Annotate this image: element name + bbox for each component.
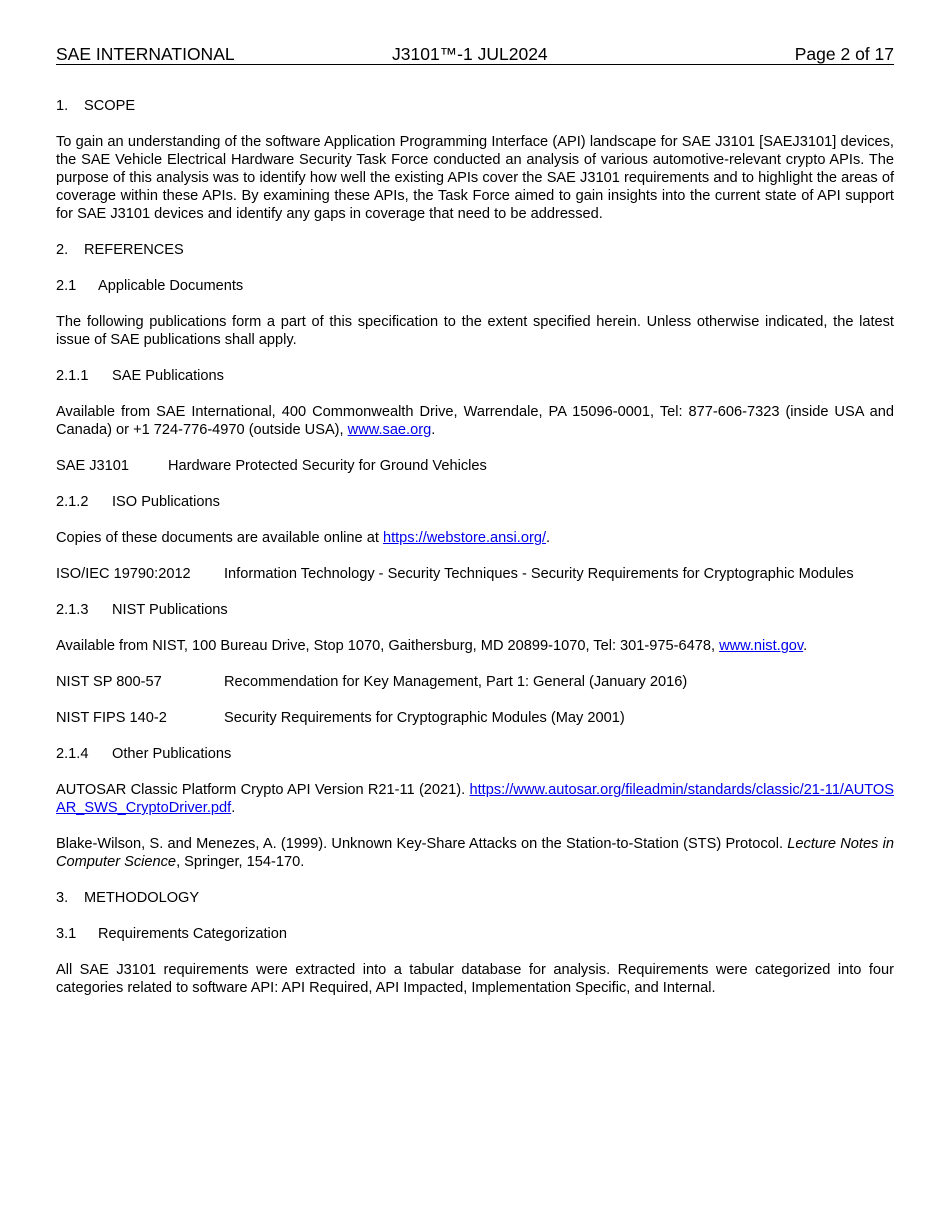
iso-publications-paragraph [56, 529, 894, 547]
punctuation: . [803, 638, 808, 654]
reference-code: ISO/IEC 19790:2012 [56, 566, 191, 582]
blake-citation-text: Blake-Wilson, S. and Menezes, A. (1999). Unknown Key-Share Attacks on the Station-to-Station (STS) Protocol. [56, 836, 788, 852]
section-title: Applicable Documents [98, 278, 244, 294]
reference-entry-nist-fips-140-2 [56, 709, 894, 727]
reference-code: NIST FIPS 140-2 [56, 710, 167, 726]
reference-title: Hardware Protected Security for Ground Vehicles [168, 458, 487, 474]
ansi-webstore-link[interactable]: https://webstore.ansi.org/ [382, 530, 546, 546]
autosar-document-link[interactable]: https://www.autosar.org/fileadmin/standards/classic/21-11/AUTOSAR_SWS_CryptoDriver.pdf [56, 782, 894, 816]
section-title: ISO Publications [112, 494, 220, 510]
section-title: SCOPE [84, 98, 136, 114]
section-number: 2.1.3 [56, 602, 89, 618]
sae-website-link[interactable]: www.sae.org [347, 422, 432, 438]
page-header [56, 44, 894, 65]
reference-title: Security Requirements for Cryptographic Modules (May 2001) [224, 710, 625, 726]
requirements-categorization-paragraph: All SAE J3101 requirements were extracted into a tabular database for analysis. Requirements were categorized into four categories related to software API: API Required, API Impacted, Implementation Specific, and Internal. [56, 962, 894, 996]
sae-availability-text: Available from SAE International, 400 Commonwealth Drive, Warrendale, PA 15096-0001, Tel: 877-606-7323 (inside USA and Canada) or +1 724-776-4970 (outside USA), [56, 404, 894, 438]
sae-publications-paragraph [56, 403, 894, 439]
nist-availability-text: Available from NIST, 100 Bureau Drive, Stop 1070, Gaithersburg, MD 20899-1070, Tel: 301-975-6478, [56, 638, 720, 654]
section-title: REFERENCES [84, 242, 184, 258]
section-number: 1. [56, 98, 69, 114]
journal-title: Lecture Notes in Computer Science [56, 836, 894, 870]
section-title: Requirements Categorization [98, 926, 288, 942]
section-heading-nist-publications [56, 601, 894, 619]
section-heading-references [56, 241, 894, 259]
autosar-citation-text: AUTOSAR Classic Platform Crypto API Version R21-11 (2021). [56, 782, 470, 798]
punctuation: . [431, 422, 436, 438]
section-number: 2.1.1 [56, 368, 89, 384]
page-content [56, 97, 894, 1015]
reference-code: NIST SP 800-57 [56, 674, 162, 690]
reference-title: Recommendation for Key Management, Part 1: General (January 2016) [224, 674, 688, 690]
blake-citation-tail: , Springer, 154-170. [176, 854, 305, 870]
section-number: 2. [56, 242, 69, 258]
header-org: SAE INTERNATIONAL [56, 44, 235, 64]
section-title: Other Publications [112, 746, 232, 762]
header-doc-id: J3101™-1 JUL2024 [392, 44, 548, 64]
section-title: SAE Publications [112, 368, 224, 384]
section-number: 3.1 [56, 926, 77, 942]
section-heading-methodology [56, 889, 894, 907]
section-number: 2.1.4 [56, 746, 89, 762]
reference-title: Information Technology - Security Techniques - Security Requirements for Cryptographic Modules [224, 566, 854, 582]
section-number: 3. [56, 890, 69, 906]
section-title: METHODOLOGY [84, 890, 200, 906]
reference-entry-autosar [56, 781, 894, 817]
section-number: 2.1.2 [56, 494, 89, 510]
nist-website-link[interactable]: www.nist.gov [719, 638, 804, 654]
section-heading-applicable-documents [56, 277, 894, 295]
section-heading-requirements-categorization [56, 925, 894, 943]
section-heading-sae-publications [56, 367, 894, 385]
reference-code: SAE J3101 [56, 458, 130, 474]
reference-entry-sae-j3101 [56, 457, 894, 475]
punctuation: . [231, 800, 236, 816]
header-page-number: Page 2 of 17 [794, 44, 894, 64]
section-number: 2.1 [56, 278, 77, 294]
section-heading-scope [56, 97, 894, 115]
section-heading-other-publications [56, 745, 894, 763]
scope-paragraph: To gain an understanding of the software Application Programming Interface (API) landscape for SAE J3101 [SAEJ3101] devices, the SAE Vehicle Electrical Hardware Security Task Force conducted an analysis of various automotive-relevant crypto APIs. The purpose of this analysis was to identify how well the existing APIs cover the SAE J3101 requirements and to highlight the areas of coverage within these APIs. By examining these APIs, the Task Force aimed to gain insights into the current state of API support for SAE J3101 devices and identify any gaps in coverage that need to be addressed. [56, 134, 894, 222]
reference-entry-iso-19790 [56, 565, 894, 583]
section-title: NIST Publications [112, 602, 228, 618]
punctuation: . [546, 530, 551, 546]
reference-entry-blake-wilson [56, 835, 894, 871]
section-heading-iso-publications [56, 493, 894, 511]
applicable-paragraph: The following publications form a part of this specification to the extent specified herein. Unless otherwise indicated, the latest issue of SAE publications shall apply. [56, 314, 894, 348]
iso-availability-text: Copies of these documents are available online at [56, 530, 383, 546]
nist-publications-paragraph [56, 637, 894, 655]
reference-entry-nist-sp-800-57 [56, 673, 894, 691]
